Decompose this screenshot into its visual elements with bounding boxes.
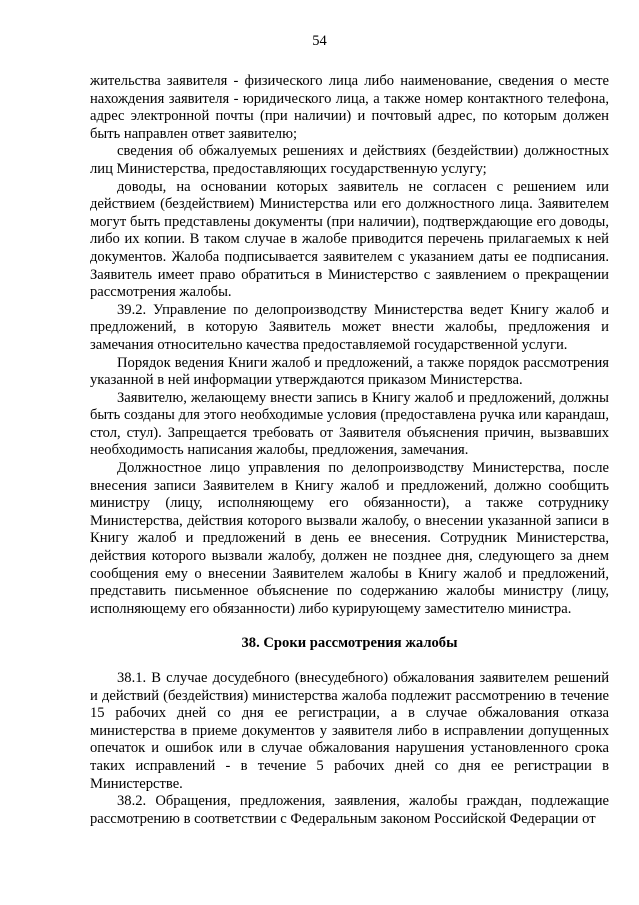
document-body	[90, 73, 609, 828]
paragraph: доводы, на основании которых заявитель не согласен с решением или действием (бездействием) Министерства или его должностного лица. Заявителем могут быть представлены документы (при наличии), подтверждающие его доводы, либо их копии. В таком случае в жалобе приводится перечень прилагаемых к ней документов. Жалоба подписывается заявителем с указанием даты ее подписания. Заявитель имеет право обратиться в Министерство с заявлением о прекращении рассмотрения жалобы.	[90, 178, 609, 301]
paragraph: 38.1. В случае досудебного (внесудебного) обжалования заявителем решений и действий (бездействия) министерства жалоба подлежит рассмотрению в течение 15 рабочих дней со дня ее регистрации, а в случае обжалования отказа министерства в приеме документов у заявителя либо в исправлении допущенных опечаток и ошибок или в случае обжалования нарушения установленного срока таких исправлений - в течение 5 рабочих дней со дня ее регистрации в Министерстве.	[90, 670, 609, 792]
paragraph: 38.2. Обращения, предложения, заявления, жалобы граждан, подлежащие рассмотрению в соответствии с Федеральным законом Российской Федерации от	[90, 793, 609, 827]
section-heading: 38. Сроки рассмотрения жалобы	[241, 635, 458, 652]
paragraph: 39.2. Управление по делопроизводству Министерства ведет Книгу жалоб и предложений, в которую Заявитель может внести жалобы, предложения и замечания относительно качества предоставляемой государственной услуги.	[90, 301, 609, 353]
paragraph: Порядок ведения Книги жалоб и предложений, а также порядок рассмотрения указанной в ней информации утверждаются приказом Министерства.	[90, 354, 609, 389]
paragraph: Должностное лицо управления по делопроизводству Министерства, после внесения записи Заявителем в Книгу жалоб и предложений, должно сообщить министру (лицу, исполняющему его обязанности), а также сотруднику Министерства, действия которого вызвали жалобу, о внесении указанной записи в Книгу жалоб и предложений в день ее внесения. Сотрудник Министерства, действия которого вызвали жалобу, должен не позднее дня, следующего за днем сообщения ему о внесении Заявителем жалобы в Книгу жалоб и предложений, представить письменное объяснение по содержанию жалобы министру (лицу, исполняющему его обязанности) либо курирующему заместителю министра.	[90, 460, 609, 617]
paragraph: жительства заявителя - физического лица либо наименование, сведения о месте нахождения заявителя - юридического лица, а также номер контактного телефона, адрес электронной почты (при наличии) и почтовый адрес, по которым должен быть направлен ответ заявителю;	[90, 73, 609, 142]
page-number: 54	[312, 33, 327, 49]
paragraph: сведения об обжалуемых решениях и действиях (бездействии) должностных лиц Министерства, предоставляющих государственную услугу;	[90, 143, 609, 177]
paragraph: Заявителю, желающему внести запись в Книгу жалоб и предложений, должны быть созданы для этого необходимые условия (предоставлена ручка или карандаш, стол, стул). Запрещается требовать от Заявителя объяснения причин, вызвавших необходимость написания жалобы, предложения, замечания.	[90, 389, 609, 459]
